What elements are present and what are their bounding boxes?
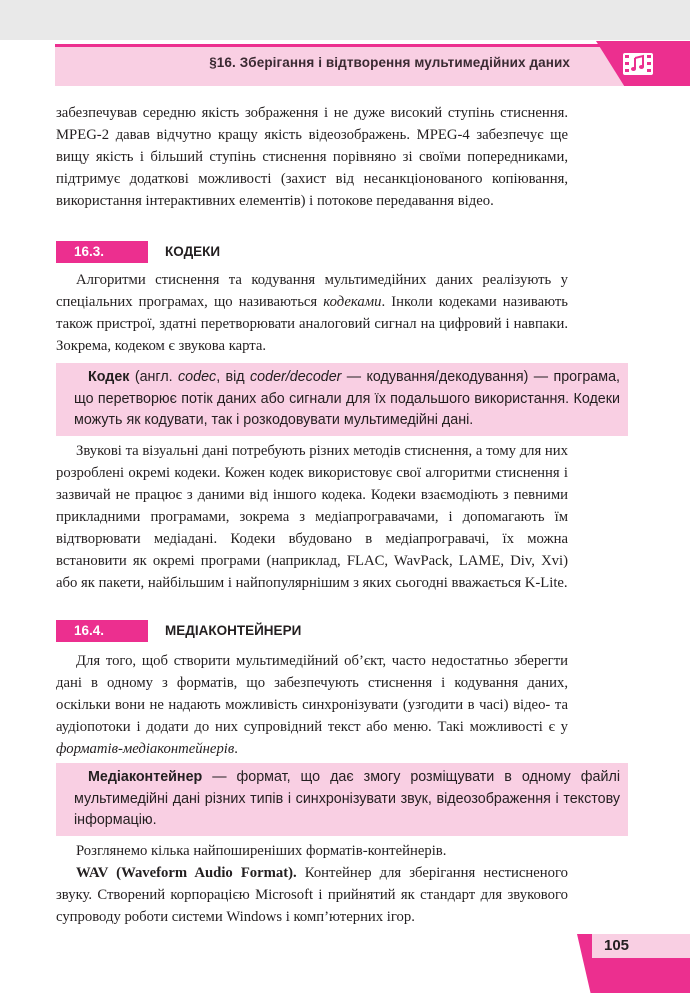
codecs-p1-before: Алгоритми стиснення та кодування мультимедійних даних реалізують у спеціальних програмах, що називаються	[56, 272, 568, 310]
codecs-paragraph-1	[56, 269, 568, 357]
codec-definition-box	[56, 363, 628, 436]
mediacontainer-definition	[74, 767, 620, 832]
running-header-title: §16. Зберігання і відтворення мультимедійних даних	[209, 55, 570, 70]
section-title-mediacontainers: МЕДІАКОНТЕЙНЕРИ	[165, 623, 302, 638]
running-header	[55, 44, 690, 86]
wav-paragraph	[56, 862, 568, 928]
codec-def-part3: — кодування/декодування) — програма, що перетворює потік даних або сигнали для їх подальшого використання. Кодеки можуть як кодувати, так і розкодовувати мультимедійні дані.	[74, 369, 620, 428]
section-number-16-4: 16.4.	[56, 620, 148, 642]
containers-paragraph-2-block	[56, 840, 568, 928]
mediacontainer-def-rest: — формат, що дає змогу розміщувати в одному файлі мультимедійні дані різних типів і синхронізувати звук, відеозображення і текстову інформацію.	[74, 769, 620, 828]
codec-def-en1: codec	[178, 369, 217, 385]
containers-paragraph-2: Розглянемо кілька найпоширеніших форматів-контейнерів.	[76, 843, 447, 859]
codecs-paragraph-2: Звукові та візуальні дані потребують різних методів стиснення, а тому для них розроблені окремі кодеки. Кожен кодек використовує свої алгоритми стиснення і зазвичай не працює з даними від іншого кодека. Кодеки взаємодіють з певними прикладними програмами, зокрема з медіапрогравачами, і допомагають їм відтворювати медіадані. Кодеки вбудовано в медіапрогравачі, їх можна встановити як окремі програми (наприклад, FLAC, WavPack, LAME, Div, Xvi) або як пакети, найбільшим і найпопулярнішим з яких сьогодні вважається K-Lite.	[56, 443, 568, 591]
codecs-p1-term: кодеками	[323, 294, 382, 310]
containers-p1-term: форматів-медіаконтейнерів	[56, 741, 235, 757]
intro-paragraph-block	[56, 102, 568, 212]
codec-def-part1: (англ.	[129, 369, 179, 385]
section-number-16-3: 16.3.	[56, 241, 148, 263]
film-music-icon	[622, 49, 654, 79]
section-title-codecs: КОДЕКИ	[165, 244, 221, 259]
wav-term: WAV (Waveform Audio Format).	[76, 865, 297, 881]
codecs-p1-after: . Інколи кодеками називають також пристрої, здатні перетворювати аналоговий сигнал на цифровий і навпаки. Зокрема, кодеком є звукова карта.	[56, 294, 568, 354]
containers-paragraph-1-block	[56, 650, 568, 760]
codec-def-term: Кодек	[88, 369, 130, 385]
codecs-paragraph-2-block	[56, 440, 568, 594]
codec-def-part2: , від	[216, 369, 251, 385]
containers-p1-before: Для того, щоб створити мультимедійний об’єкт, часто недостатньо зберегти дані в одному з форматів, що забезпечують стиснення і кодування даних, оскільки вони не надають можливість синхронізувати (узгодити в часі) відео- та аудіопотоки і додати до них супровідний текст або меню. Такі можливості є у	[56, 653, 568, 735]
mediacontainer-definition-box	[56, 763, 628, 836]
mediacontainer-def-term: Медіаконтейнер	[88, 769, 203, 785]
containers-paragraph-1	[56, 650, 568, 760]
page-top-margin	[0, 0, 690, 40]
codec-def-en2: coder/decoder	[250, 369, 342, 385]
page-number: 105	[604, 937, 630, 954]
wav-rest: Контейнер для зберігання нестисненого звуку. Створений корпорацією Microsoft і прийнятий як стандарт для звукового супроводу роботи системи Windows і комп’ютерних ігор.	[56, 865, 568, 925]
containers-p1-after: .	[234, 741, 238, 757]
codecs-paragraph-1-block	[56, 269, 568, 357]
codec-definition	[74, 367, 620, 432]
intro-paragraph: забезпечував середню якість зображення і не дуже високий ступінь стиснення. MPEG-2 давав відчутно кращу якість відеозображень. MPEG-4 забезпечує ще вищу якість і більший ступінь стиснення порівняно зі своїми попередниками, підтримує додаткові можливості (захист від несанкціонованого копіювання, використання інтерактивних елементів) і потокове передавання відео.	[56, 105, 568, 209]
